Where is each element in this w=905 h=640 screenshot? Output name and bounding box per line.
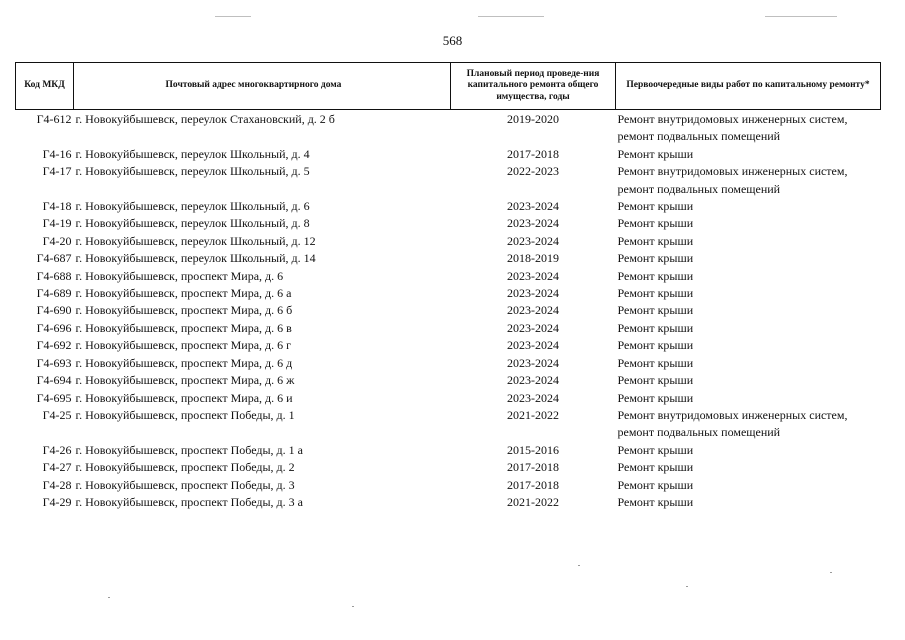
works-line: Ремонт крыши <box>617 233 694 248</box>
table-row <box>16 459 881 476</box>
cell-code: Г4-687 <box>36 251 72 266</box>
cell-period: 2023-2024 <box>507 373 559 388</box>
cell-works <box>616 372 881 389</box>
cell-code: Г4-692 <box>36 338 72 353</box>
works-line: Ремонт крыши <box>617 146 694 161</box>
cell-works <box>616 163 881 198</box>
table-body <box>16 110 881 512</box>
table-row <box>16 407 881 442</box>
table-row <box>16 285 881 302</box>
works-line: Ремонт крыши <box>617 320 694 335</box>
table-row <box>16 320 881 337</box>
table-row <box>16 250 881 267</box>
cell-works <box>616 285 881 302</box>
table-row <box>16 163 881 198</box>
cell-works <box>616 302 881 319</box>
cell-address: г. Новокуйбышевск, переулок Стахановский, д. 2 б <box>75 112 335 126</box>
works-line: Ремонт внутридомовых инженерных систем, <box>617 407 848 422</box>
works-line: ремонт подвальных помещений <box>617 129 781 144</box>
table-row <box>16 215 881 232</box>
cell-code: Г4-17 <box>42 164 72 179</box>
cell-period: 2023-2024 <box>507 355 559 370</box>
cell-address: г. Новокуйбышевск, проспект Победы, д. 3 а <box>75 494 303 509</box>
cell-works <box>616 494 881 511</box>
cell-code: Г4-29 <box>42 494 72 509</box>
scan-speck <box>686 586 688 587</box>
cell-works <box>616 110 881 146</box>
cell-period: 2021-2022 <box>507 407 559 422</box>
cell-code: Г4-18 <box>42 199 72 214</box>
cell-works <box>616 215 881 232</box>
cell-period: 2023-2024 <box>507 320 559 335</box>
cell-address: г. Новокуйбышевск, проспект Мира, д. 6 б <box>75 303 293 318</box>
cell-code: Г4-27 <box>42 460 72 475</box>
scan-speck <box>578 565 580 566</box>
table-row <box>16 390 881 407</box>
cell-code: Г4-694 <box>36 373 72 388</box>
cell-period: 2022-2023 <box>507 164 559 179</box>
cell-works <box>616 146 881 163</box>
works-line: Ремонт крыши <box>617 355 694 370</box>
cell-period: 2018-2019 <box>507 251 559 266</box>
cell-period: 2023-2024 <box>507 303 559 318</box>
cell-code: Г4-696 <box>36 320 72 335</box>
cell-works <box>616 355 881 372</box>
cell-works <box>616 390 881 407</box>
header-address: Почтовый адрес многоквартирного дома <box>74 63 451 110</box>
table-row <box>16 337 881 354</box>
cell-works <box>616 337 881 354</box>
cell-works <box>616 477 881 494</box>
table-row <box>16 477 881 494</box>
works-line: Ремонт крыши <box>617 477 694 492</box>
cell-address: г. Новокуйбышевск, проспект Мира, д. 6 в <box>75 320 292 335</box>
table-row <box>16 110 881 146</box>
cell-code: Г4-26 <box>42 442 72 457</box>
works-line: Ремонт крыши <box>617 251 694 266</box>
table-row <box>16 198 881 215</box>
cell-address: г. Новокуйбышевск, переулок Школьный, д. 5 <box>75 164 310 179</box>
cell-works <box>616 268 881 285</box>
page-number: 568 <box>442 33 463 48</box>
works-line: Ремонт крыши <box>617 390 694 405</box>
cell-address: г. Новокуйбышевск, переулок Школьный, д. 14 <box>75 251 316 266</box>
cell-code: Г4-16 <box>42 146 72 161</box>
table-row <box>16 372 881 389</box>
scan-artifact-line <box>765 16 837 17</box>
cell-address: г. Новокуйбышевск, проспект Победы, д. 3 <box>75 477 295 492</box>
cell-address: г. Новокуйбышевск, проспект Победы, д. 1 <box>75 407 295 422</box>
cell-code: Г4-19 <box>42 216 72 231</box>
works-line: Ремонт крыши <box>617 460 694 475</box>
cell-code: Г4-20 <box>42 233 72 248</box>
works-line: ремонт подвальных помещений <box>617 425 781 440</box>
cell-period: 2023-2024 <box>507 338 559 353</box>
cell-period: 2019-2020 <box>507 112 559 126</box>
works-line: Ремонт крыши <box>617 303 694 318</box>
works-line: Ремонт крыши <box>617 494 694 509</box>
works-line: Ремонт крыши <box>617 373 694 388</box>
cell-period: 2017-2018 <box>507 477 559 492</box>
scan-speck <box>352 606 354 607</box>
cell-address: г. Новокуйбышевск, проспект Мира, д. 6 г <box>75 338 292 353</box>
works-line: Ремонт крыши <box>617 286 694 301</box>
cell-period: 2023-2024 <box>507 216 559 231</box>
cell-works <box>616 250 881 267</box>
works-line: Ремонт внутридомовых инженерных систем, <box>617 164 848 179</box>
scan-artifact-line <box>215 16 251 17</box>
header-code: Код МКД <box>16 63 74 110</box>
cell-code: Г4-688 <box>36 268 72 283</box>
cell-works <box>616 198 881 215</box>
cell-code: Г4-693 <box>36 355 72 370</box>
works-line: Ремонт крыши <box>617 442 694 457</box>
works-line: ремонт подвальных помещений <box>617 181 781 196</box>
cell-works <box>616 233 881 250</box>
table-row <box>16 355 881 372</box>
table-header <box>16 63 881 110</box>
works-line: Ремонт крыши <box>617 338 694 353</box>
scan-speck <box>830 572 832 573</box>
cell-code: Г4-25 <box>42 407 72 422</box>
cell-period: 2023-2024 <box>507 286 559 301</box>
table-row <box>16 302 881 319</box>
cell-code: Г4-28 <box>42 477 72 492</box>
cell-code: Г4-695 <box>36 390 72 405</box>
cell-address: г. Новокуйбышевск, проспект Мира, д. 6 и <box>75 390 293 405</box>
table-row <box>16 268 881 285</box>
cell-address: г. Новокуйбышевск, проспект Мира, д. 6 ж <box>75 373 295 388</box>
cell-period: 2023-2024 <box>507 268 559 283</box>
works-line: Ремонт внутридомовых инженерных систем, <box>617 112 848 126</box>
cell-code: Г4-612 <box>36 112 72 126</box>
cell-period: 2017-2018 <box>507 146 559 161</box>
cell-address: г. Новокуйбышевск, проспект Победы, д. 2 <box>75 460 295 475</box>
header-period: Плановый период проведе-ния капитального ремонта общего имущества, годы <box>451 63 616 110</box>
cell-address: г. Новокуйбышевск, проспект Победы, д. 1 а <box>75 442 303 457</box>
table-row <box>16 494 881 511</box>
cell-address: г. Новокуйбышевск, проспект Мира, д. 6 д <box>75 355 293 370</box>
cell-period: 2023-2024 <box>507 199 559 214</box>
table-row <box>16 442 881 459</box>
cell-works <box>616 459 881 476</box>
capital-repair-table <box>15 62 881 511</box>
header-works: Первоочередные виды работ по капитальному ремонту* <box>616 63 881 110</box>
scan-artifact-line <box>478 16 544 17</box>
works-line: Ремонт крыши <box>617 216 694 231</box>
scan-speck <box>108 597 110 598</box>
cell-period: 2015-2016 <box>507 442 559 457</box>
table-row <box>16 233 881 250</box>
cell-works <box>616 320 881 337</box>
cell-address: г. Новокуйбышевск, переулок Школьный, д. 4 <box>75 146 310 161</box>
cell-period: 2017-2018 <box>507 460 559 475</box>
cell-address: г. Новокуйбышевск, переулок Школьный, д. 12 <box>75 233 316 248</box>
header-row <box>16 63 881 110</box>
cell-period: 2023-2024 <box>507 233 559 248</box>
cell-address: г. Новокуйбышевск, переулок Школьный, д. 6 <box>75 199 310 214</box>
works-line: Ремонт крыши <box>617 199 694 214</box>
cell-works <box>616 407 881 442</box>
cell-code: Г4-690 <box>36 303 72 318</box>
works-line: Ремонт крыши <box>617 268 694 283</box>
table-row <box>16 146 881 163</box>
cell-code: Г4-689 <box>36 286 72 301</box>
cell-period: 2023-2024 <box>507 390 559 405</box>
cell-address: г. Новокуйбышевск, переулок Школьный, д. 8 <box>75 216 310 231</box>
cell-address: г. Новокуйбышевск, проспект Мира, д. 6 а <box>75 286 292 301</box>
cell-address: г. Новокуйбышевск, проспект Мира, д. 6 <box>75 268 284 283</box>
cell-period: 2021-2022 <box>507 494 559 509</box>
cell-works <box>616 442 881 459</box>
